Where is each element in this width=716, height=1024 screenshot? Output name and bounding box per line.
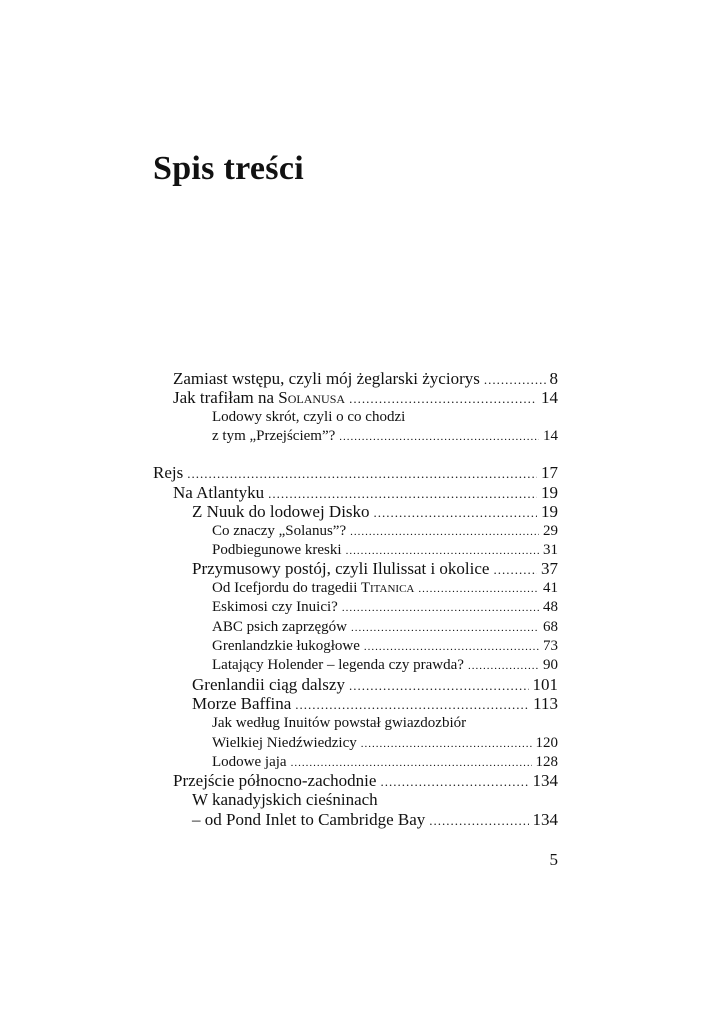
toc-leader-dots — [484, 370, 546, 390]
toc-entry[interactable] — [192, 675, 558, 695]
toc-entry-page: 48 — [543, 599, 558, 615]
toc-entry-label-smallcaps: ITANICA — [370, 583, 415, 595]
toc-entry-page: 37 — [541, 559, 558, 578]
toc-leader-dots — [418, 579, 539, 599]
toc-leader-dots — [295, 695, 529, 715]
toc-entry-page: 41 — [543, 580, 558, 596]
toc-leader-dots — [380, 772, 528, 792]
toc-entry[interactable] — [212, 407, 558, 427]
toc-entry-label: Lodowy skrót, czyli o co chodzi — [212, 409, 406, 425]
toc-entry[interactable] — [192, 559, 558, 579]
toc-entry-label-smallcaps: OLANUSA — [287, 392, 346, 406]
toc-leader-dots — [468, 656, 539, 676]
toc-entry[interactable] — [153, 463, 558, 483]
toc-entry-label: Rejs — [153, 463, 184, 482]
toc-entry-label: Przejście północno-zachodnie — [173, 771, 377, 790]
toc-entry[interactable] — [212, 733, 558, 753]
toc-entry-label: W kanadyjskich cieśninach — [192, 790, 378, 809]
toc-entry-label: Eskimosi czy Inuici? — [212, 599, 338, 615]
toc-entry-label: ABC psich zaprzęgów — [212, 619, 347, 635]
toc-entry-page: 101 — [532, 675, 558, 694]
toc-entry[interactable] — [212, 713, 558, 733]
toc-entry-label: Grenlandii ciąg dalszy — [192, 675, 345, 694]
toc-leader-dots — [351, 618, 539, 638]
toc-leader-dots — [346, 541, 539, 561]
toc-entry-label: Podbiegunowe kreski — [212, 542, 342, 558]
toc-leader-dots — [374, 503, 537, 523]
toc-entry-label: Na Atlantyku — [173, 483, 265, 502]
toc-entry-page: 31 — [543, 542, 558, 558]
toc-entry-page: 17 — [541, 463, 558, 482]
toc-entry[interactable] — [212, 540, 558, 560]
toc-entry-page: 134 — [532, 771, 558, 790]
toc-leader-dots — [268, 484, 537, 504]
toc-entry-label: Przymusowy postój, czyli Ilulissat i okolice — [192, 559, 490, 578]
toc-entry-page: 19 — [541, 502, 558, 521]
toc-entry-page: 128 — [535, 754, 558, 770]
toc-leader-dots — [364, 637, 539, 657]
toc-entry-label: Latający Holender – legenda czy prawda? — [212, 657, 464, 673]
toc-entry[interactable] — [212, 597, 558, 617]
toc-entry-label: Jak według Inuitów powstał gwiazdozbiór — [212, 715, 467, 731]
toc-entry-label: Jak trafiłam na SOLANUSA — [173, 388, 346, 407]
toc-entry[interactable] — [212, 426, 558, 446]
toc-entry-label: Grenlandzkie łukogłowe — [212, 638, 360, 654]
toc-entry-label: Z Nuuk do lodowej Disko — [192, 502, 370, 521]
toc-entry[interactable] — [173, 483, 558, 503]
toc-entry-label: Zamiast wstępu, czyli mój żeglarski życiorys — [173, 369, 480, 388]
toc-entry[interactable] — [212, 578, 558, 598]
toc-entry-page: 120 — [535, 735, 558, 751]
toc-leader-dots — [342, 598, 539, 618]
toc-entry[interactable] — [212, 617, 558, 637]
toc-entry-page: 68 — [543, 619, 558, 635]
toc-entry[interactable] — [192, 502, 558, 522]
toc-entry[interactable] — [173, 369, 558, 389]
toc-leader-dots — [361, 734, 532, 754]
toc-entry[interactable] — [212, 655, 558, 675]
toc-entry-page: 8 — [549, 369, 558, 388]
toc-leader-dots — [339, 427, 539, 447]
toc-entry[interactable] — [212, 636, 558, 656]
toc-leader-dots — [350, 522, 539, 542]
toc-entry-page: 134 — [532, 810, 558, 829]
toc-entry-label: – od Pond Inlet to Cambridge Bay — [192, 810, 426, 829]
toc-entry-label: Morze Baffina — [192, 694, 292, 713]
toc-leader-dots — [349, 389, 537, 409]
toc-entry-page: 29 — [543, 523, 558, 539]
toc-entry-label: z tym „Przejściem”? — [212, 428, 336, 444]
toc-entry[interactable] — [212, 752, 558, 772]
toc-entry[interactable] — [212, 521, 558, 541]
toc-entry-page: 73 — [543, 638, 558, 654]
toc-entry-page: 19 — [541, 483, 558, 502]
page-title: Spis treści — [153, 150, 304, 187]
toc-entry[interactable] — [173, 388, 558, 408]
toc-entry[interactable] — [192, 694, 558, 714]
toc-leader-dots — [291, 753, 532, 773]
toc-entry-page: 14 — [541, 388, 558, 407]
page-number: 5 — [549, 850, 558, 869]
toc-entry[interactable] — [192, 810, 558, 830]
toc-entry-label: Lodowe jaja — [212, 754, 287, 770]
toc-leader-dots — [349, 676, 529, 696]
toc-entry[interactable] — [192, 790, 558, 810]
toc-leader-dots — [429, 811, 528, 831]
toc-entry[interactable] — [173, 771, 558, 791]
toc-entry-page: 90 — [543, 657, 558, 673]
toc-entry-page: 14 — [543, 428, 558, 444]
toc-entry-label: Od Icefjordu do tragedii TITANICA — [212, 580, 415, 596]
toc-entry-page: 113 — [533, 694, 558, 713]
toc-entry-label: Co znaczy „Solanus”? — [212, 523, 347, 539]
toc-entry-label: Wielkiej Niedźwiedzicy — [212, 735, 357, 751]
toc-leader-dots — [187, 464, 537, 484]
toc-leader-dots — [493, 560, 537, 580]
